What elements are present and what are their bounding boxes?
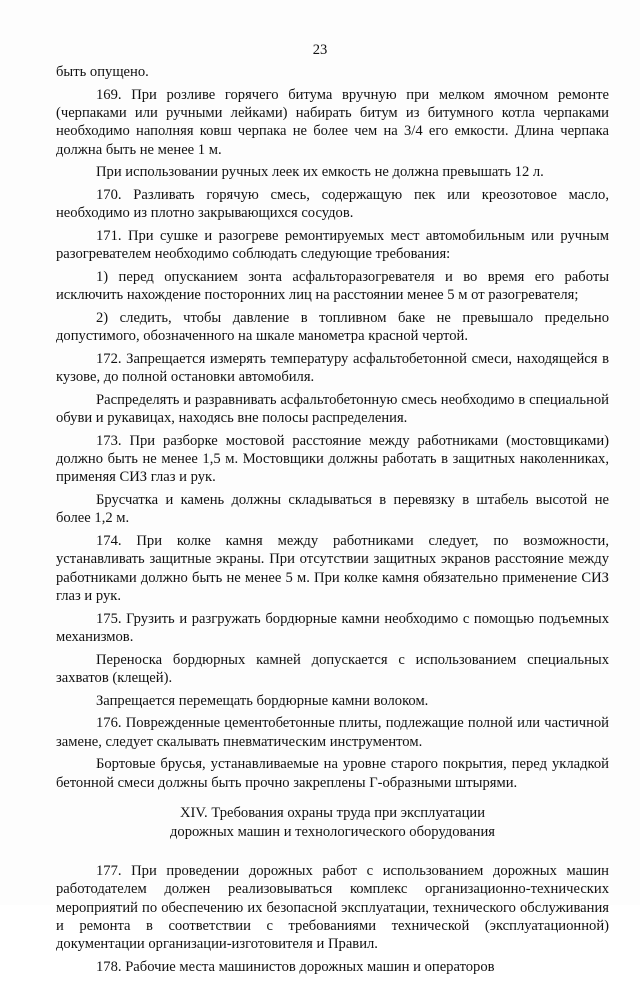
paragraph-173: 173. При разборке мостовой расстояние между работниками (мостовщиками) должно быть не менее 1,5 м. Мостовщики должны работать в защитных наколенниках, применяя СИЗ глаз и рук. bbox=[56, 432, 609, 486]
paragraph-173-note: Брусчатка и камень должны складываться в перевязку в штабель высотой не более 1,2 м. bbox=[56, 492, 609, 527]
section-heading-line-2: дорожных машин и технологического оборудования bbox=[169, 823, 496, 840]
paragraph-169-note: При использовании ручных леек их емкость не должна превышать 12 л. bbox=[96, 164, 544, 181]
paragraph-171: 171. При сушке и разогреве ремонтируемых мест автомобильным или ручным разогревателем необходимо соблюдать следующие требования: bbox=[56, 227, 609, 263]
body-text bbox=[56, 63, 609, 981]
paragraph-171-item-1: 1) перед опусканием зонта асфальторазогревателя и во время его работы исключить нахождение посторонних лиц на расстоянии менее 5 м от разогревателя; bbox=[56, 268, 609, 304]
paragraph-177: 177. При проведении дорожных работ с использованием дорожных машин работодателем должен реализовываться комплекс организационно-технических мероприятий по обеспечению их безопасной эксплуатации, технического обслуживания и ремонта в соответствии с требованиями технической (эксплуатационной) документации организации-изготовителя и Правил. bbox=[56, 862, 609, 953]
paragraph-176-note: Бортовые брусья, устанавливаемые на уровне старого покрытия, перед укладкой бетонной смеси должны быть прочно закреплены Г-образными штырями. bbox=[56, 756, 609, 791]
paragraph-169: 169. При розливе горячего битума вручную при мелком ямочном ремонте (черпаками или ручными лейками) набирать битум из битумного котла черпаками необходимо наполняя ковш черпака не более чем на 3/4 его емкости. Длина черпака должна быть не менее 1 м. bbox=[56, 86, 609, 158]
paragraph-175-note-2: Запрещается перемещать бордюрные камни волоком. bbox=[96, 692, 429, 709]
paragraph-175: 175. Грузить и разгружать бордюрные камни необходимо с помощью подъемных механизмов. bbox=[56, 610, 609, 645]
paragraph-178: 178. Рабочие места машинистов дорожных машин и операторов bbox=[96, 958, 495, 975]
paragraph-175-note-1: Переноска бордюрных камней допускается с использованием специальных захватов (клещей). bbox=[56, 651, 609, 686]
paragraph-176: 176. Поврежденные цементобетонные плиты, подлежащие полной или частичной замене, следует скалывать пневматическим инструментом. bbox=[56, 715, 609, 750]
paragraph-172-note: Распределять и разравнивать асфальтобетонную смесь необходимо в специальной обуви и рукавицах, находясь вне полосы распределения. bbox=[56, 391, 609, 427]
paragraph-170: 170. Разливать горячую смесь, содержащую пек или креозотовое масло, необходимо из плотно закрывающихся сосудов. bbox=[56, 186, 609, 222]
section-heading bbox=[56, 804, 609, 842]
paragraph-continuation: быть опущено. bbox=[56, 64, 149, 80]
page-number: 23 bbox=[312, 42, 328, 58]
paragraph-174: 174. При колке камня между работниками следует, по возможности, устанавливать защитные экраны. При отсутствии защитных экранов расстояние между работниками должно быть не менее 5 м. При колке камня обязательно применение СИЗ глаз и рук. bbox=[56, 533, 609, 605]
paragraph-172: 172. Запрещается измерять температуру асфальтобетонной смеси, находящейся в кузове, до полной остановки автомобиля. bbox=[56, 350, 609, 386]
paragraph-171-item-2: 2) следить, чтобы давление в топливном баке не превышало предельно допустимого, обозначенного на шкале манометра красной чертой. bbox=[56, 309, 609, 345]
section-heading-line-1: XIV. Требования охраны труда при эксплуатации bbox=[179, 804, 485, 821]
